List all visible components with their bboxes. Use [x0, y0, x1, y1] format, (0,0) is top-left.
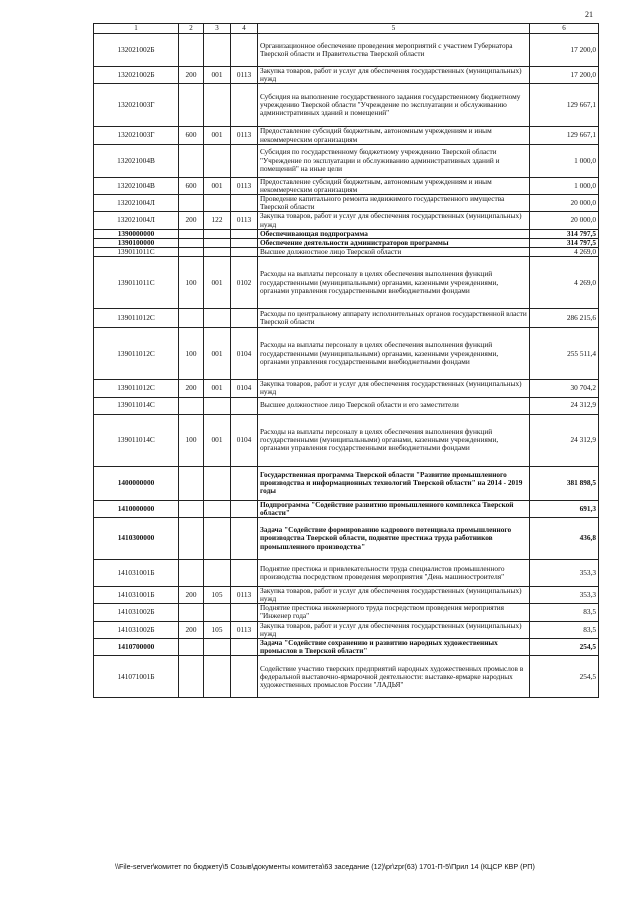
row-amount: 17 200,0 — [530, 67, 599, 84]
column-header-section: 4 — [231, 24, 258, 34]
row-description: Проведение капитального ремонта недвижимого государственного имущества Тверской области — [258, 195, 530, 212]
row-amount: 286 215,6 — [530, 309, 599, 328]
row-description: Закупка товаров, работ и услуг для обеспечения государственных (муниципальных) нужд — [258, 586, 530, 603]
row-amount: 20 000,0 — [530, 212, 599, 229]
row-expense-type — [179, 397, 204, 414]
table-row — [94, 500, 599, 517]
row-description: Задача "Содействие формированию кадрового потенциала промышленного производства Тверской области, поднятие престижа труда работников промышленного производства" — [258, 517, 530, 559]
row-code: 139011011С — [94, 257, 179, 309]
row-code: 132021004В — [94, 177, 179, 194]
row-section — [231, 238, 258, 247]
row-amount: 254,5 — [530, 656, 599, 698]
row-expense-type: 100 — [179, 257, 204, 309]
budget-table — [93, 23, 599, 698]
table-row — [94, 414, 599, 466]
row-section — [231, 195, 258, 212]
row-section: 0113 — [231, 177, 258, 194]
row-section — [231, 517, 258, 559]
row-ministry: 001 — [204, 380, 231, 397]
row-ministry — [204, 229, 231, 238]
table-row — [94, 212, 599, 229]
table-row — [94, 656, 599, 698]
table-row — [94, 127, 599, 144]
row-description: Содействие участию тверских предприятий народных художественных промыслов в федеральной выставочно-ярмарочной деятельности: выставке-ярмарке народных художественных промыслов России "ЛАДЬЯ" — [258, 656, 530, 698]
row-ministry: 001 — [204, 67, 231, 84]
row-amount: 381 898,5 — [530, 466, 599, 500]
row-ministry: 001 — [204, 127, 231, 144]
row-code: 1400000000 — [94, 466, 179, 500]
row-description: Субсидия по государственному бюджетному учреждению Тверской области "Учреждение по эксплуатации и обслуживанию административных зданий и помещений" на иные цели — [258, 144, 530, 177]
row-ministry — [204, 84, 231, 127]
row-code: 132021004Л — [94, 212, 179, 229]
row-expense-type: 600 — [179, 127, 204, 144]
row-code: 139011011С — [94, 248, 179, 257]
row-ministry: 001 — [204, 328, 231, 380]
row-amount: 83,5 — [530, 621, 599, 638]
row-code: 132021003Г — [94, 127, 179, 144]
table-row — [94, 621, 599, 638]
row-amount: 314 797,5 — [530, 238, 599, 247]
row-section — [231, 248, 258, 257]
row-amount: 691,3 — [530, 500, 599, 517]
footer-file-path: \\File-server\комитет по бюджету\5 Созыв\документы комитета\63 заседание (12)\pr\zpr(63) 1701-П-5\Прил 14 (КЦСР КВР (РП) — [115, 862, 535, 871]
row-amount: 20 000,0 — [530, 195, 599, 212]
row-section: 0113 — [231, 212, 258, 229]
row-description: Поднятие престижа инженерного труда посредством проведения мероприятия "Инженер года" — [258, 604, 530, 621]
table-row — [94, 248, 599, 257]
row-ministry — [204, 466, 231, 500]
row-section — [231, 638, 258, 655]
row-code: 141031002Б — [94, 621, 179, 638]
row-amount: 1 000,0 — [530, 177, 599, 194]
row-ministry — [204, 397, 231, 414]
row-description: Организационное обеспечение проведения мероприятий с участием Губернатора Тверской области и Правительства Тверской области — [258, 34, 530, 67]
table-row — [94, 517, 599, 559]
column-header-description: 5 — [258, 24, 530, 34]
table-row — [94, 586, 599, 603]
row-amount: 129 667,1 — [530, 84, 599, 127]
table-row — [94, 309, 599, 328]
row-code: 132021004Л — [94, 195, 179, 212]
row-expense-type — [179, 144, 204, 177]
row-section — [231, 500, 258, 517]
table-row — [94, 177, 599, 194]
column-header-code: 1 — [94, 24, 179, 34]
row-expense-type: 100 — [179, 414, 204, 466]
row-expense-type — [179, 248, 204, 257]
row-section — [231, 656, 258, 698]
table-row — [94, 229, 599, 238]
row-expense-type — [179, 229, 204, 238]
table-row — [94, 638, 599, 655]
row-expense-type: 600 — [179, 177, 204, 194]
row-description: Обеспечивающая подпрограмма — [258, 229, 530, 238]
row-ministry — [204, 238, 231, 247]
row-ministry — [204, 144, 231, 177]
row-section: 0113 — [231, 67, 258, 84]
table-row — [94, 397, 599, 414]
table-row — [94, 559, 599, 586]
row-description: Закупка товаров, работ и услуг для обеспечения государственных (муниципальных) нужд — [258, 380, 530, 397]
row-description: Закупка товаров, работ и услуг для обеспечения государственных (муниципальных) нужд — [258, 67, 530, 84]
table-row — [94, 144, 599, 177]
row-expense-type — [179, 34, 204, 67]
row-ministry — [204, 195, 231, 212]
table-row — [94, 67, 599, 84]
row-code: 139011012С — [94, 380, 179, 397]
row-expense-type: 100 — [179, 328, 204, 380]
row-section: 0104 — [231, 328, 258, 380]
row-ministry — [204, 656, 231, 698]
row-section — [231, 604, 258, 621]
row-section — [231, 309, 258, 328]
row-description: Высшее должностное лицо Тверской области — [258, 248, 530, 257]
row-expense-type — [179, 517, 204, 559]
row-code: 141031001Б — [94, 586, 179, 603]
row-expense-type: 200 — [179, 621, 204, 638]
row-amount: 17 200,0 — [530, 34, 599, 67]
row-section — [231, 34, 258, 67]
column-header-ministry: 3 — [204, 24, 231, 34]
row-expense-type — [179, 238, 204, 247]
row-code: 132021004В — [94, 144, 179, 177]
row-ministry: 105 — [204, 621, 231, 638]
table-row — [94, 195, 599, 212]
row-ministry — [204, 638, 231, 655]
row-code: 1410700000 — [94, 638, 179, 655]
row-expense-type — [179, 638, 204, 655]
row-expense-type: 200 — [179, 67, 204, 84]
row-section: 0113 — [231, 621, 258, 638]
row-code: 141031002Б — [94, 604, 179, 621]
row-description: Расходы на выплаты персоналу в целях обеспечения выполнения функций государственными (муниципальными) органами, казенными учреждениями, органами управления государственными внебюджетными фондами — [258, 257, 530, 309]
row-expense-type — [179, 195, 204, 212]
row-expense-type — [179, 604, 204, 621]
row-amount: 353,3 — [530, 559, 599, 586]
table-row — [94, 34, 599, 67]
row-description: Предоставление субсидий бюджетным, автономным учреждениям и иным некоммерческим организациям — [258, 127, 530, 144]
row-ministry — [204, 500, 231, 517]
row-ministry: 122 — [204, 212, 231, 229]
row-description: Задача "Содействие сохранению и развитию народных художественных промыслов в Тверской области" — [258, 638, 530, 655]
row-section: 0104 — [231, 414, 258, 466]
row-code: 139011012С — [94, 309, 179, 328]
row-amount: 24 312,9 — [530, 397, 599, 414]
row-ministry: 001 — [204, 177, 231, 194]
table-row — [94, 466, 599, 500]
row-description: Закупка товаров, работ и услуг для обеспечения государственных (муниципальных) нужд — [258, 621, 530, 638]
row-section: 0102 — [231, 257, 258, 309]
row-expense-type — [179, 84, 204, 127]
row-code: 139011014С — [94, 414, 179, 466]
row-code: 1390000000 — [94, 229, 179, 238]
table-header-row — [94, 24, 599, 34]
row-section — [231, 466, 258, 500]
row-section — [231, 559, 258, 586]
row-description: Высшее должностное лицо Тверской области и его заместители — [258, 397, 530, 414]
row-code: 132021003Г — [94, 84, 179, 127]
row-description: Подпрограмма "Содействие развитию промышленного комплекса Тверской области" — [258, 500, 530, 517]
row-description: Обеспечение деятельности администраторов программы — [258, 238, 530, 247]
row-ministry: 001 — [204, 414, 231, 466]
row-ministry — [204, 309, 231, 328]
row-description: Расходы по центральному аппарату исполнительных органов государственной власти Тверской области — [258, 309, 530, 328]
row-section — [231, 144, 258, 177]
row-ministry — [204, 34, 231, 67]
row-amount: 83,5 — [530, 604, 599, 621]
row-expense-type — [179, 309, 204, 328]
row-code: 141031001Б — [94, 559, 179, 586]
table-row — [94, 257, 599, 309]
table-row — [94, 380, 599, 397]
page-number: 21 — [585, 10, 593, 19]
row-ministry — [204, 559, 231, 586]
row-amount: 129 667,1 — [530, 127, 599, 144]
row-section — [231, 84, 258, 127]
row-ministry: 001 — [204, 257, 231, 309]
row-description: Государственная программа Тверской области "Развитие промышленного производства и информационных технологий Тверской области" на 2014 - 2019 годы — [258, 466, 530, 500]
row-expense-type — [179, 500, 204, 517]
row-expense-type — [179, 466, 204, 500]
row-amount: 436,8 — [530, 517, 599, 559]
row-code: 141071001Б — [94, 656, 179, 698]
table-body — [94, 34, 599, 698]
row-description: Расходы на выплаты персоналу в целях обеспечения выполнения функций государственными (муниципальными) органами, казенными учреждениями, органами управления государственными внебюджетными фондами — [258, 328, 530, 380]
row-code: 139011012С — [94, 328, 179, 380]
row-expense-type — [179, 559, 204, 586]
row-description: Закупка товаров, работ и услуг для обеспечения государственных (муниципальных) нужд — [258, 212, 530, 229]
row-amount: 30 704,2 — [530, 380, 599, 397]
row-amount: 314 797,5 — [530, 229, 599, 238]
row-description: Субсидия на выполнение государственного задания государственному бюджетному учреждению Тверской области "Учреждение по эксплуатации и обслуживанию административных зданий и помещений" — [258, 84, 530, 127]
row-expense-type — [179, 656, 204, 698]
row-amount: 254,5 — [530, 638, 599, 655]
column-header-amount: 6 — [530, 24, 599, 34]
row-section: 0113 — [231, 586, 258, 603]
row-ministry — [204, 248, 231, 257]
row-code: 1390100000 — [94, 238, 179, 247]
row-section — [231, 229, 258, 238]
row-section: 0104 — [231, 380, 258, 397]
row-code: 132021002Б — [94, 34, 179, 67]
table-row — [94, 84, 599, 127]
row-amount: 1 000,0 — [530, 144, 599, 177]
row-amount: 4 269,0 — [530, 248, 599, 257]
table-row — [94, 604, 599, 621]
row-section: 0113 — [231, 127, 258, 144]
row-description: Поднятие престижа и привлекательности труда специалистов промышленного производства посредством проведения мероприятия "День машиностроителя" — [258, 559, 530, 586]
row-amount: 255 511,4 — [530, 328, 599, 380]
row-amount: 24 312,9 — [530, 414, 599, 466]
row-amount: 353,3 — [530, 586, 599, 603]
row-code: 1410000000 — [94, 500, 179, 517]
column-header-expense-type: 2 — [179, 24, 204, 34]
row-amount: 4 269,0 — [530, 257, 599, 309]
row-description: Предоставление субсидий бюджетным, автономным учреждениям и иным некоммерческим организациям — [258, 177, 530, 194]
row-ministry — [204, 517, 231, 559]
row-code: 1410300000 — [94, 517, 179, 559]
row-section — [231, 397, 258, 414]
row-code: 132021002Б — [94, 67, 179, 84]
row-expense-type: 200 — [179, 212, 204, 229]
row-ministry: 105 — [204, 586, 231, 603]
row-expense-type: 200 — [179, 586, 204, 603]
row-description: Расходы на выплаты персоналу в целях обеспечения выполнения функций государственными (муниципальными) органами, казенными учреждениями, органами управления государственными внебюджетными фондами — [258, 414, 530, 466]
row-ministry — [204, 604, 231, 621]
table-row — [94, 328, 599, 380]
row-code: 139011014С — [94, 397, 179, 414]
row-expense-type: 200 — [179, 380, 204, 397]
